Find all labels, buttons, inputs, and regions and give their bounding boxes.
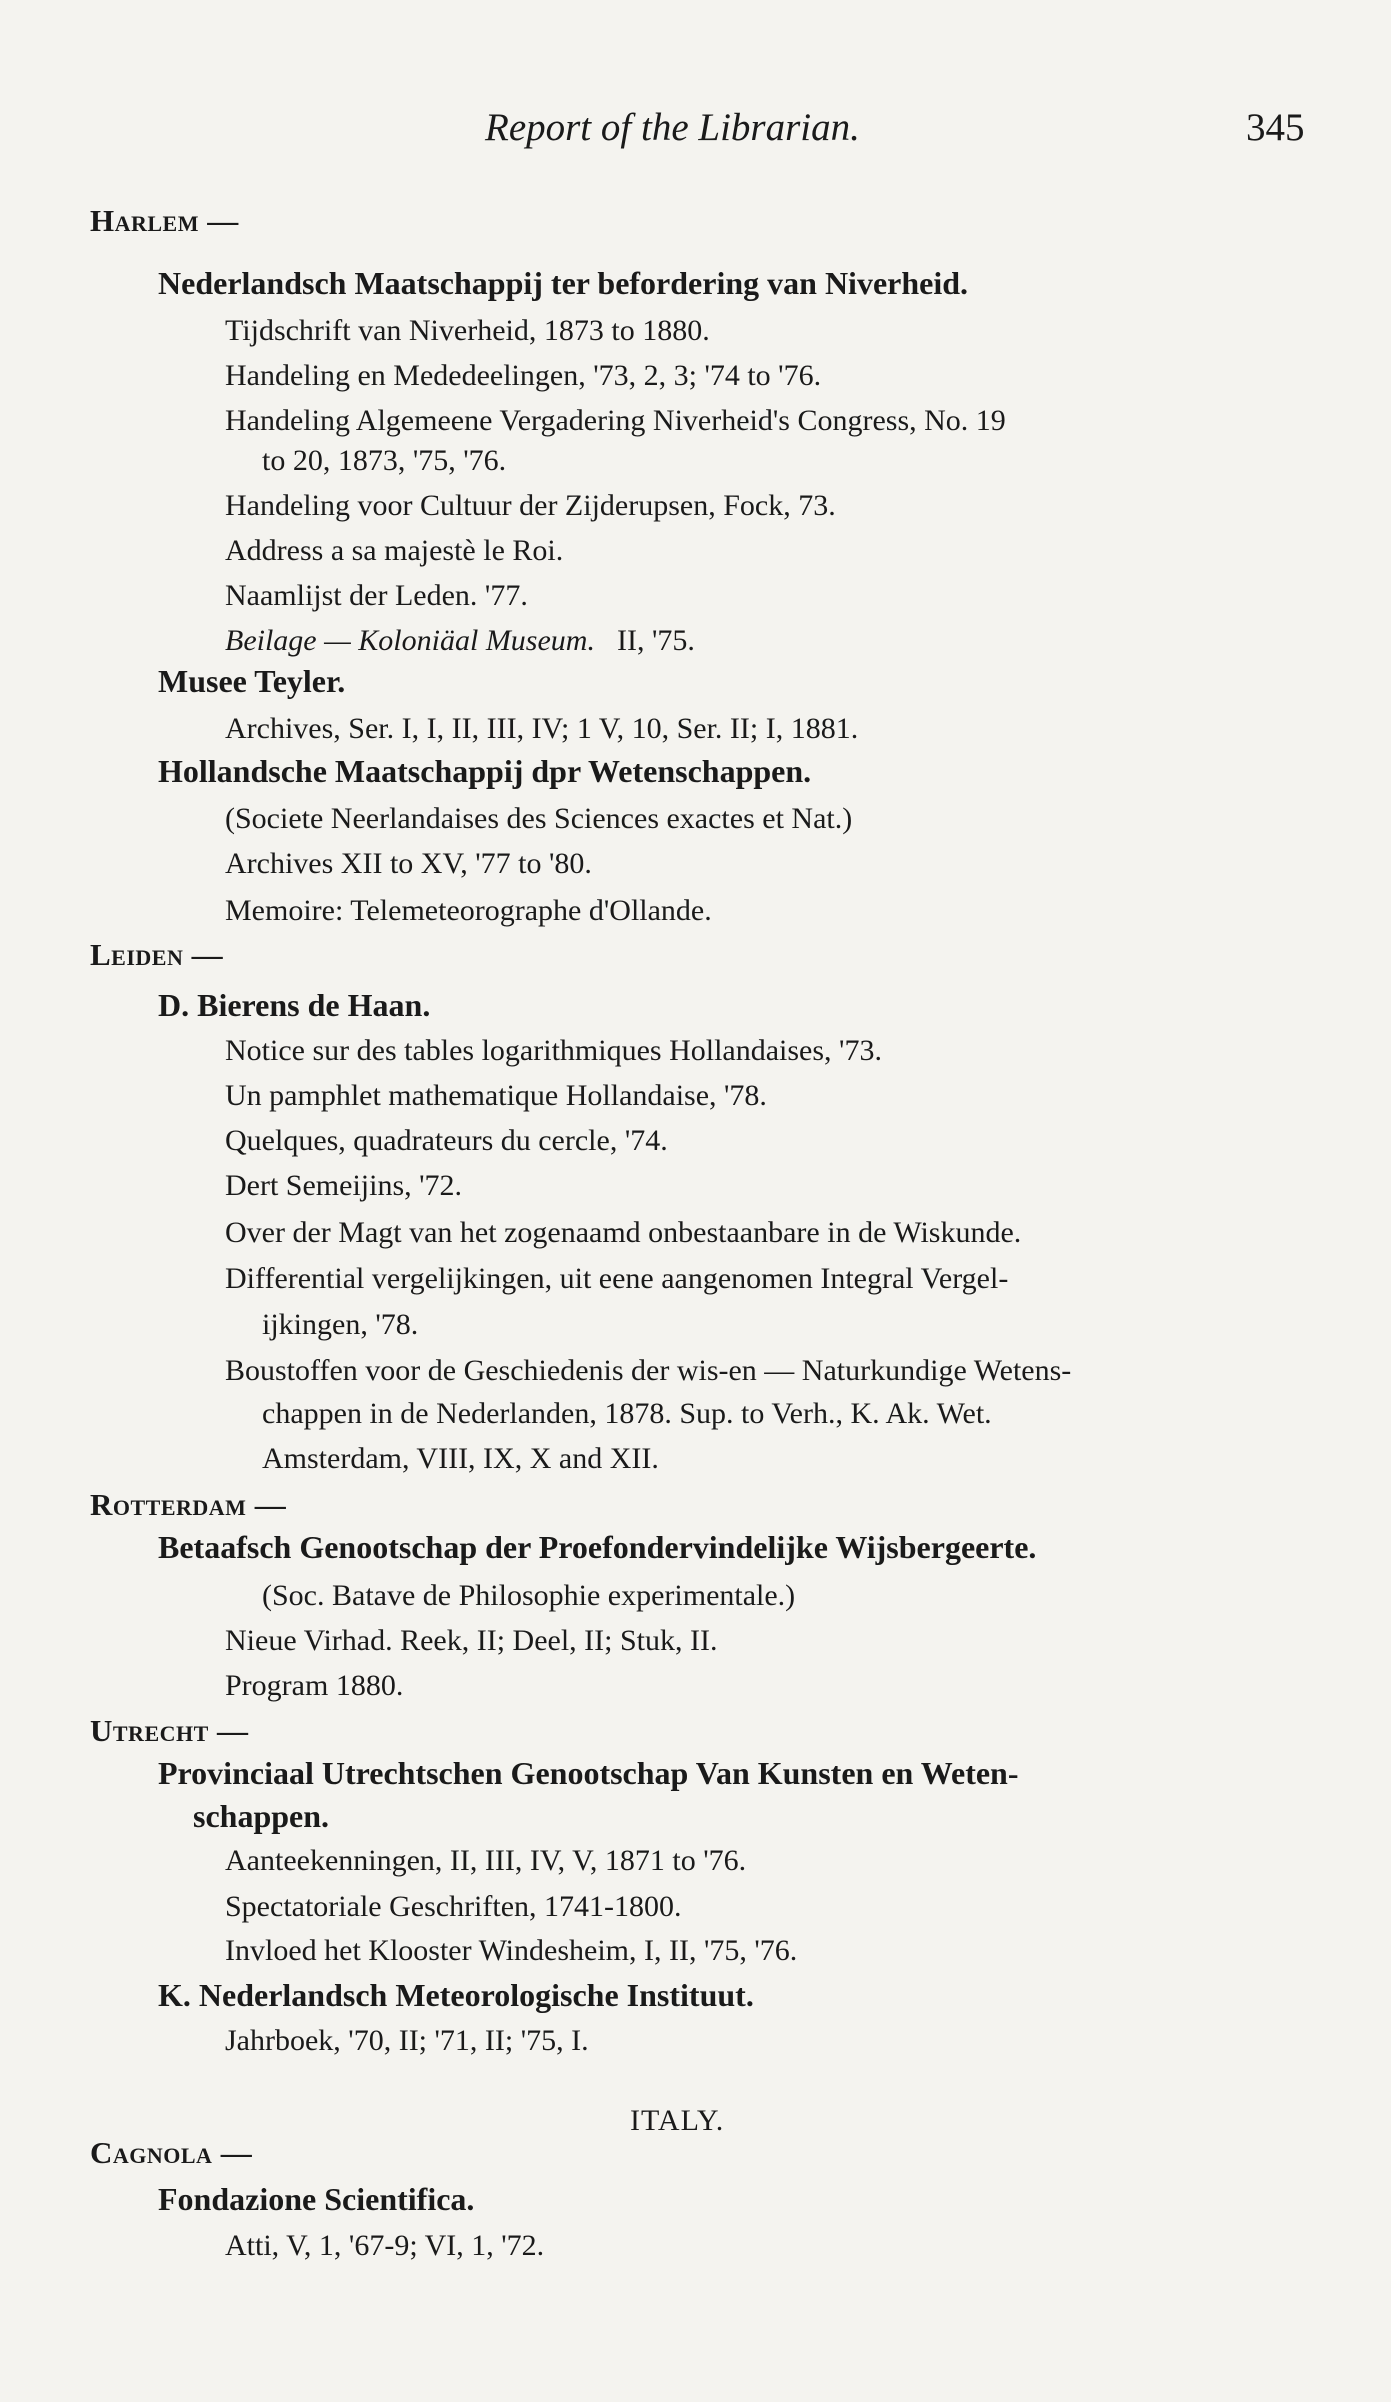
publication-entry: Differential vergelijkingen, uit eene aangenomen Integral Vergel- [225,1262,1009,1295]
publication-entry: Memoire: Telemeteorographe d'Ollande. [225,894,712,927]
publication-entry: Quelques, quadrateurs du cercle, '74. [225,1124,668,1157]
publication-entry: Boustoffen voor de Geschiedenis der wis-en — Naturkundige Wetens- [225,1354,1072,1387]
city-heading: Harlem — [90,203,239,238]
publication-entry-continued: ijkingen, '78. [262,1308,419,1341]
institution-heading-continued: schappen. [193,1798,330,1834]
publication-entry: Archives, Ser. I, I, II, III, IV; 1 V, 10, Ser. II; I, 1881. [225,712,859,745]
publication-entry: Over der Magt van het zogenaamd onbestaanbare in de Wiskunde. [225,1216,1022,1249]
publication-entry: Address a sa majestè le Roi. [225,534,564,567]
publication-entry: Atti, V, 1, '67-9; VI, 1, '72. [225,2229,545,2262]
publication-entry-continued: Amsterdam, VIII, IX, X and XII. [262,1442,659,1475]
publication-entry: Aanteekenningen, II, III, IV, V, 1871 to '76. [225,1844,747,1877]
publication-volume: II, '75. [616,624,695,657]
institution-heading: Hollandsche Maatschappij dpr Wetenschappen. [158,753,812,789]
publication-entry: Handeling Algemeene Vergadering Niverheid's Congress, No. 19 [225,404,1006,437]
city-heading: Leiden — [90,937,224,972]
publication-entry: Handeling voor Cultuur der Zijderupsen, Fock, 73. [225,489,836,522]
institution-heading: K. Nederlandsch Meteorologische Instituut. [158,1977,754,2013]
running-title: Report of the Librarian. [485,106,860,149]
publication-entry-continued: (Soc. Batave de Philosophie experimentale.) [262,1579,796,1612]
publication-entry: Program 1880. [225,1669,404,1702]
publication-entry-continued: chappen in de Nederlanden, 1878. Sup. to Verh., K. Ak. Wet. [262,1397,992,1430]
publication-entry: Notice sur des tables logarithmiques Hollandaises, '73. [225,1034,882,1067]
publication-entry: (Societe Neerlandaises des Sciences exactes et Nat.) [225,802,853,835]
publication-entry: Naamlijst der Leden. '77. [225,579,528,612]
institution-heading: Betaafsch Genootschap der Proefondervindelijke Wijsbergeerte. [158,1529,1037,1565]
institution-heading: Fondazione Scientifica. [158,2181,475,2217]
institution-heading: Provinciaal Utrechtschen Genootschap Van Kunsten en Weten- [158,1755,1019,1791]
publication-entry: Tijdschrift van Niverheid, 1873 to 1880. [225,314,710,347]
institution-heading: Musee Teyler. [158,663,346,699]
institution-heading: D. Bierens de Haan. [158,987,431,1023]
publication-entry: Jahrboek, '70, II; '71, II; '75, I. [225,2024,589,2057]
institution-heading: Nederlandsch Maatschappij ter befordering van Niverheid. [158,265,969,301]
publication-entry: Handeling en Mededeelingen, '73, 2, 3; '74 to '76. [225,359,822,392]
publication-entry-continued: to 20, 1873, '75, '76. [262,444,507,477]
city-heading: Cagnola — [90,2135,253,2170]
publication-entry [225,622,695,660]
publication-entry: Spectatoriale Geschriften, 1741-1800. [225,1890,682,1923]
city-heading: Utrecht — [90,1713,249,1748]
country-heading: ITALY. [630,2104,725,2137]
publication-entry: Nieue Virhad. Reek, II; Deel, II; Stuk, II. [225,1624,718,1657]
publication-entry: Invloed het Klooster Windesheim, I, II, '75, '76. [225,1934,798,1967]
publication-entry: Dert Semeijins, '72. [225,1169,463,1202]
publication-entry: Un pamphlet mathematique Hollandaise, '78. [225,1079,767,1112]
publication-title-italic: Beilage — Koloniäal Museum. [225,624,595,657]
page-header [0,105,1391,155]
city-heading: Rotterdam — [90,1487,287,1522]
page-number: 345 [1246,106,1305,149]
publication-entry: Archives XII to XV, '77 to '80. [225,847,592,880]
